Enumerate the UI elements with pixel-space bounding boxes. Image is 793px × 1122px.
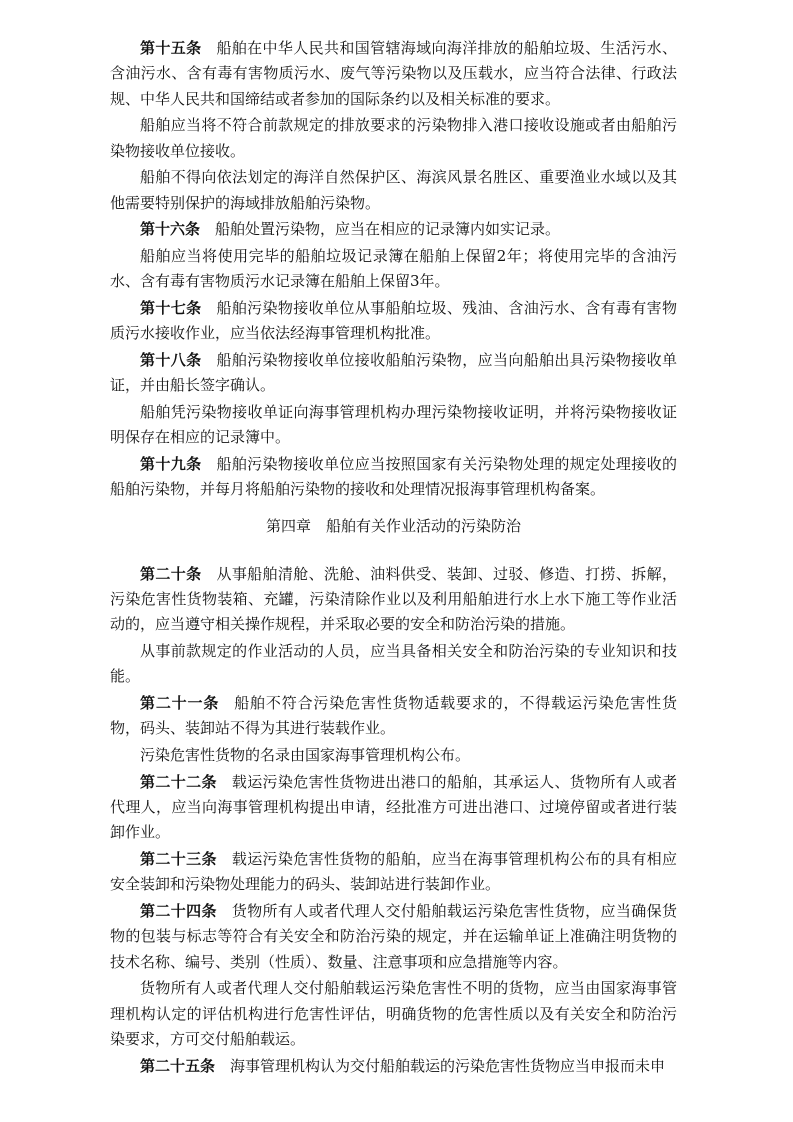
sections-after-chapter	[110, 562, 677, 1079]
article-number: 第十七条	[140, 298, 202, 317]
paragraph-text: 载运污染危害性货物进出港口的船舶，其承运人、货物所有人或者代理人，应当向海事管理机构提出申请，经批准方可进出港口、过境停留或者进行装卸作业。	[110, 772, 677, 842]
paragraph-text: 船舶不符合污染危害性货物适载要求的，不得载运污染危害性货物，码头、装卸站不得为其进行装载作业。	[110, 694, 677, 738]
clause-paragraph	[110, 976, 677, 1052]
article-number: 第二十条	[140, 564, 202, 583]
article-number: 第二十四条	[140, 901, 217, 920]
article-number: 第二十二条	[140, 772, 217, 791]
paragraph-text: 从事船舶清舱、洗舱、油料供受、装卸、过驳、修造、打捞、拆解，污染危害性货物装箱、充罐，污染清除作业以及利用船舶进行水上水下施工等作业活动的，应当遵守相关操作规程，并采取必要的安全和防治污染的措施。	[110, 564, 677, 634]
paragraph-text: 船舶处置污染物，应当在相应的记录簿内如实记录。	[215, 220, 561, 239]
sections-before-chapter	[110, 36, 677, 502]
paragraph-text: 船舶应当将不符合前款规定的排放要求的污染物排入港口接收设施或者由船舶污染物接收单位接收。	[110, 116, 677, 160]
paragraph-text: 货物所有人或者代理人交付船舶载运污染危害性不明的货物，应当由国家海事管理机构认定的评估机构进行危害性评估，明确货物的危害性质以及有关安全和防治污染要求，方可交付船舶载运。	[110, 979, 677, 1048]
article-number: 第十六条	[140, 220, 201, 239]
paragraph-text: 船舶应当将使用完毕的船舶垃圾记录簿在船舶上保留2年；将使用完毕的含油污水、含有毒有害物质污水记录簿在船舶上保留3年。	[110, 246, 677, 291]
article-number: 第二十五条	[140, 1056, 216, 1075]
clause-paragraph	[110, 165, 677, 216]
article-number: 第十八条	[140, 350, 202, 369]
clause-paragraph	[110, 743, 677, 768]
article-paragraph	[110, 691, 677, 742]
paragraph-text: 船舶凭污染物接收单证向海事管理机构办理污染物接收证明，并将污染物接收证明保存在相应的记录簿中。	[110, 402, 677, 447]
paragraph-text: 船舶污染物接收单位从事船舶垃圾、残油、含油污水、含有毒有害物质污水接收作业，应当依法经海事管理机构批准。	[110, 298, 677, 343]
document-page	[110, 36, 677, 1079]
paragraph-text: 污染危害性货物的名录由国家海事管理机构公布。	[140, 746, 471, 765]
paragraph-text: 海事管理机构认为交付船舶载运的污染危害性货物应当申报而未申	[230, 1056, 666, 1075]
article-number: 第十五条	[140, 39, 202, 57]
paragraph-text: 船舶不得向依法划定的海洋自然保护区、海滨风景名胜区、重要渔业水域以及其他需要特别保护的海域排放船舶污染物。	[110, 168, 677, 212]
clause-paragraph	[110, 244, 677, 295]
article-number: 第二十一条	[140, 694, 220, 713]
paragraph-text: 载运污染危害性货物的船舶，应当在海事管理机构公布的具有相应安全装卸和污染物处理能力的码头、装卸站进行装卸作业。	[110, 849, 677, 894]
paragraph-text: 船舶污染物接收单位接收船舶污染物，应当向船舶出具污染物接收单证，并由船长签字确认。	[110, 350, 677, 395]
paragraph-text: 船舶污染物接收单位应当按照国家有关污染物处理的规定处理接收的船舶污染物，并每月将船舶污染物的接收和处理情况报海事管理机构备案。	[110, 454, 677, 499]
article-paragraph	[110, 899, 677, 975]
paragraph-text: 船舶在中华人民共和国管辖海域向海洋排放的船舶垃圾、生活污水、含油污水、含有毒有害物质污水、废气等污染物以及压载水，应当符合法律、行政法规、中华人民共和国缔结或者参加的国际条约以及相关标准的要求。	[110, 39, 677, 108]
article-paragraph	[110, 348, 677, 399]
paragraph-text: 从事前款规定的作业活动的人员，应当具备相关安全和防治污染的专业知识和技能。	[110, 642, 677, 686]
article-paragraph	[110, 452, 677, 503]
clause-paragraph	[110, 113, 677, 164]
clause-paragraph	[110, 400, 677, 451]
article-number: 第十九条	[140, 454, 202, 473]
article-paragraph	[110, 562, 677, 638]
clause-paragraph	[110, 639, 677, 690]
paragraph-text: 货物所有人或者代理人交付船舶载运污染危害性货物，应当确保货物的包装与标志等符合有关安全和防治污染的规定，并在运输单证上准确注明货物的技术名称、编号、类别（性质）、数量、注意事项和应急措施等内容。	[110, 901, 677, 971]
article-paragraph	[110, 770, 677, 846]
article-paragraph	[110, 217, 677, 242]
article-paragraph	[110, 847, 677, 898]
article-number: 第二十三条	[140, 849, 217, 868]
article-paragraph	[110, 36, 677, 112]
chapter-title: 第四章 船舶有关作业活动的污染防治	[265, 517, 521, 536]
article-paragraph	[110, 296, 677, 347]
article-paragraph	[110, 1054, 677, 1079]
